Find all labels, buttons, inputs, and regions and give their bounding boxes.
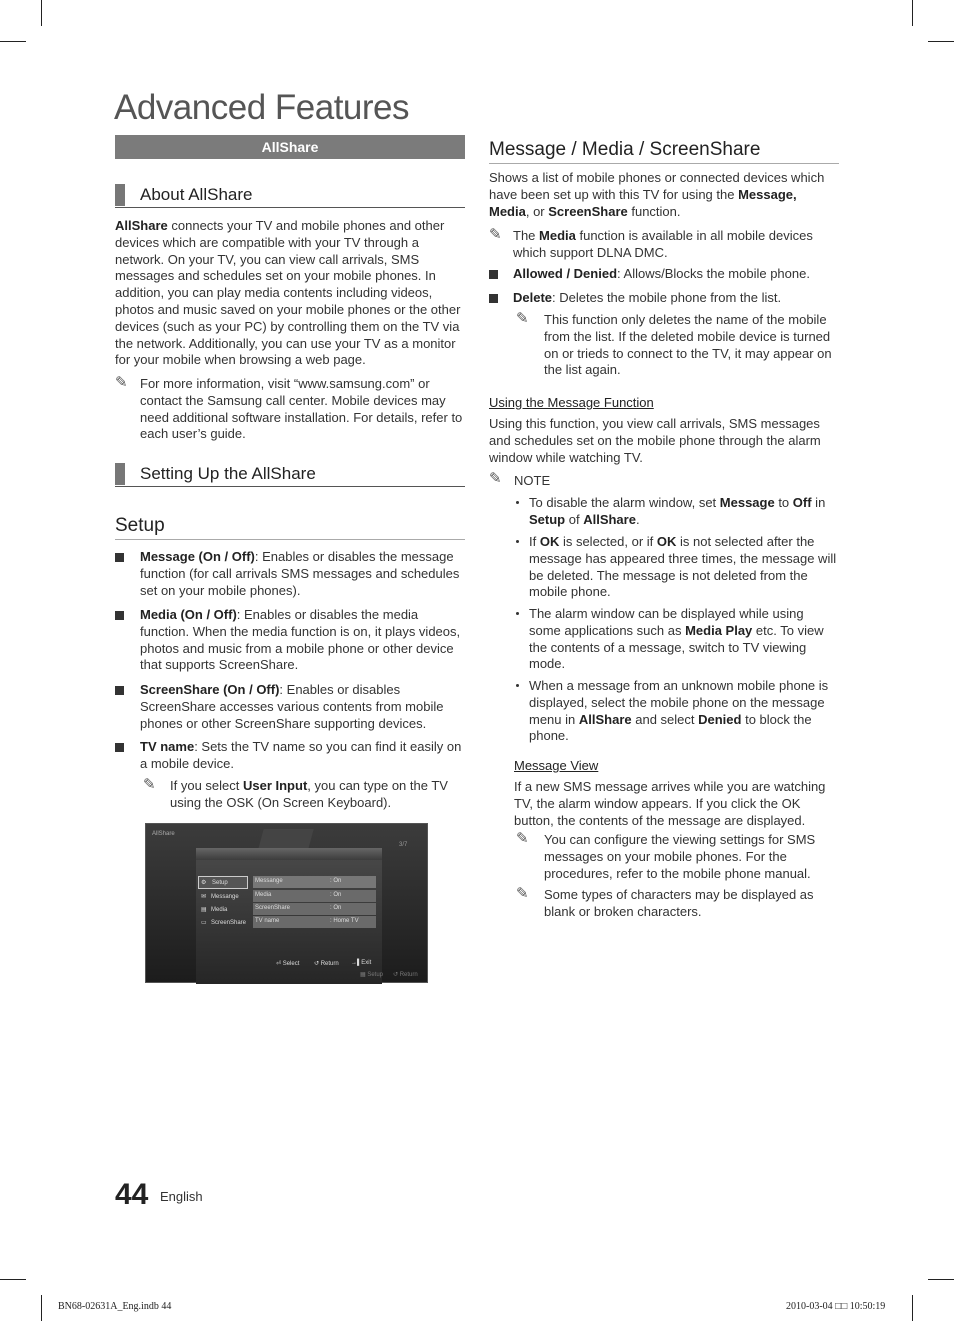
osd-footer-select: ⏎ Select [276,961,300,967]
about-heading-text: About AllShare [140,185,253,204]
note-pencil-icon: ✎ [143,776,156,793]
about-heading [115,184,465,208]
osd-footer2-return: ↺ Return [393,972,418,978]
heading-marker [115,184,125,206]
crop-mark [912,0,913,26]
umf-bullet-2: If OK is selected, or if OK is not selected after the message has appeared three times, the message will be deleted. The message is not deleted from the mobile phone. [529,534,837,600]
note-pencil-icon: ✎ [516,310,529,327]
crop-mark [0,1279,26,1280]
osd-row[interactable]: Messange : On [253,876,376,888]
osd-title: AllShare [152,831,175,837]
setting-up-heading [115,463,465,487]
about-note: For more information, visit “www.samsung.com” or contact the Samsung call center. Mobile devices may need additional software installation. For details, refer to each user’s guide. [140,376,463,442]
setup-item-tvname: TV name: Sets the TV name so you can find it easily on a mobile device. [140,739,462,771]
osd-row[interactable]: Media : On [253,890,376,902]
osd-page: 3/7 [399,842,408,848]
osd-footer2-setup: ▦ Setup [360,972,384,978]
mms-delete-note: This function only deletes the name of the mobile from the list. If the deleted mobile device is turned on or trieds to connect to the TV, it may appear on the list again. [544,312,832,378]
tv-osd-screenshot [145,823,428,983]
osd-menu-screenshare[interactable]: ▭ ScreenShare [201,920,247,926]
bullet-dot-icon [516,540,519,543]
osd-menu-media[interactable]: ▤ Media [201,907,228,913]
crop-mark [0,41,26,42]
bullet-square-icon [489,294,498,303]
setting-up-heading-text: Setting Up the AllShare [140,464,316,483]
bullet-dot-icon [516,612,519,615]
mms-intro: Shows a list of mobile phones or connected devices which have been set up with this TV for using the Message, Media, or ScreenShare function. [489,170,825,219]
osd-settings-list [253,876,376,931]
osd-tab-shape [258,829,313,849]
crop-mark [41,0,42,26]
osd-menu-message[interactable]: ✉ Messange [201,894,239,900]
footer-timestamp: 2010-03-04 □□ 10:50:19 [786,1301,886,1312]
osd-menu-setup[interactable]: ⚙ Setup [198,876,248,889]
osd-row[interactable]: ScreenShare : On [253,903,376,915]
umf-heading: Using the Message Function [489,395,654,410]
crop-mark [41,1295,42,1321]
setup-heading: Setup [115,515,465,540]
mv-note-2: Some types of characters may be displayed as blank or broken characters. [544,887,814,919]
mv-heading: Message View [514,758,599,773]
mms-heading: Message / Media / ScreenShare [489,139,839,164]
setup-item-screenshare: ScreenShare (On / Off): Enables or disables ScreenShare accesses various contents from mobile phones or other ScreenShare supporting devices. [140,682,444,731]
mms-allowed: Allowed / Denied: Allows/Blocks the mobile phone. [513,266,810,281]
umf-bullet-1: To disable the alarm window, set Message to Off in Setup of AllShare. [529,495,826,527]
note-pencil-icon: ✎ [489,470,502,487]
setup-note: If you select User Input, you can type on the TV using the OSK (On Screen Keyboard). [170,778,448,810]
bullet-square-icon [115,611,124,620]
page-number: 44 [115,1178,149,1211]
envelope-icon: ✉ [201,894,207,900]
bullet-dot-icon [516,684,519,687]
screen-icon: ▭ [201,920,207,926]
gear-icon: ⚙ [201,880,207,886]
chapter-title: Advanced Features [114,88,410,127]
note-pencil-icon: ✎ [115,374,128,391]
bullet-square-icon [115,743,124,752]
media-icon: ▤ [201,907,207,913]
umf-bullet-3: The alarm window can be displayed while using some applications such as Media Play etc. To view the contents of a message, switch to TV viewing mode. [529,606,824,672]
mv-intro: If a new SMS message arrives while you are watching TV, the alarm window appears. If you click the OK button, the contents of the message are displayed. [514,779,826,828]
note-pencil-icon: ✎ [516,885,529,902]
setup-item-message: Message (On / Off): Enables or disables the message function (for call arrivals SMS messages and schedules set on your mobile phones). [140,549,460,598]
bullet-square-icon [115,553,124,562]
mms-note-media: The Media function is available in all mobile devices which support DLNA DMC. [513,228,813,260]
osd-panel [196,848,382,984]
footer-file: BN68-02631A_Eng.indb 44 [58,1301,172,1312]
umf-bullet-4: When a message from an unknown mobile phone is displayed, select the mobile phone on the message menu in AllShare and select Denied to block the phone. [529,678,829,744]
setup-item-media: Media (On / Off): Enables or disables the media function. When the media function is on, it plays videos, photos and music from a mobile phone or other device that supports ScreenShare. [140,607,461,673]
osd-panel-header [196,848,382,860]
osd-row[interactable]: TV name : Home TV [253,916,376,928]
bullet-square-icon [489,270,498,279]
bullet-dot-icon [516,501,519,504]
crop-mark [912,1295,913,1321]
crop-mark [928,1279,954,1280]
umf-note-label: NOTE [514,473,551,488]
mv-note-1: You can configure the viewing settings for SMS messages on your mobile phones. For the procedures, refer to the mobile phone manual. [544,832,816,881]
bullet-square-icon [115,686,124,695]
mms-delete: Delete: Deletes the mobile phone from the list. [513,290,782,305]
umf-intro: Using this function, you view call arrivals, SMS messages and schedules set on the mobile phone through the alarm window while watching TV. [489,416,821,465]
allshare-bar: AllShare [115,135,465,159]
osd-footer-exit: →▌Exit [351,960,372,966]
page-language: English [160,1189,203,1204]
note-pencil-icon: ✎ [516,830,529,847]
about-paragraph: AllShare connects your TV and mobile phones and other devices which are compatible with your TV through a network. On your TV, you can view call arrivals, SMS messages and schedules set on your mobile phones. In addition, you can play media contents including videos, photos and music saved on your mobile phones or the other devices (such as your PC) by controlling them on the TV via the network. Additionally, you can use your TV as a monitor for your mobile when browsing a web page. [115,218,461,368]
heading-marker [115,463,125,485]
note-pencil-icon: ✎ [489,226,502,243]
crop-mark [928,41,954,42]
osd-footer-return: ↺ Return [314,961,339,967]
